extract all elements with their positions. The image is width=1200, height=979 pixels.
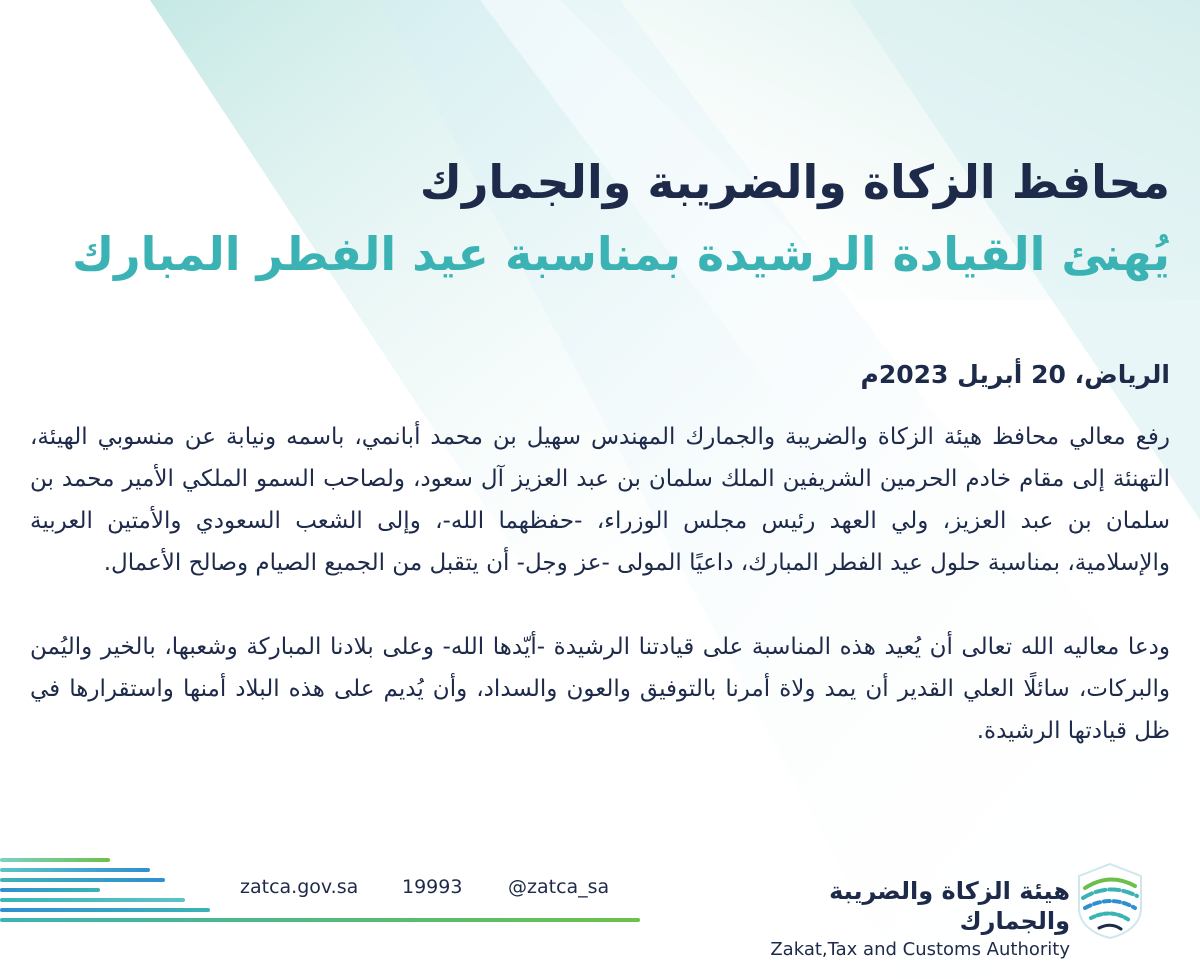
stripe [0,868,150,872]
website-link[interactable]: zatca.gov.sa [240,876,359,898]
stripe [0,908,210,912]
social-handle[interactable]: @zatca_sa [508,876,610,898]
org-name-ar: هيئة الزكاة والضريبة والجمارك [829,877,1070,935]
stripe [0,888,100,892]
org-name-en: Zakat,Tax and Customs Authority [770,939,1070,960]
dateline: الرياض، 20 أبريل 2023م [860,360,1170,389]
page-title: محافظ الزكاة والضريبة والجمارك [419,155,1170,209]
zatca-logo-icon [1075,862,1145,940]
page-subtitle: يُهنئ القيادة الرشيدة بمناسبة عيد الفطر المبارك [71,227,1170,281]
stripe [0,918,640,922]
article-paragraph: رفع معالي محافظ هيئة الزكاة والضريبة والجمارك المهندس سهيل بن محمد أبانمي، باسمه ونيابة عن منسوبي الهيئة، التهنئة إلى مقام خادم الحرمين الشريفين الملك سلمان بن عبد العزيز آل سعود، ولصاحب السمو الملكي الأمير محمد بن سلمان بن عبد العزيز، ولي العهد رئيس مجلس الوزراء، -حفظهما الله-، وإلى الشعب السعودي والأمتين العربية والإسلامية، بمناسبة حلول عيد الفطر المبارك، داعيًا المولى -عز وجل- أن يتقبل من الجميع الصيام وصالح الأعمال. [30,424,1170,576]
stripe [0,858,110,862]
org-brand [770,876,1070,964]
phone-number[interactable]: 19993 [402,876,463,898]
article-body [30,416,1170,752]
stripe [0,878,165,882]
article-paragraph: ودعا معاليه الله تعالى أن يُعيد هذه المناسبة على قيادتنا الرشيدة -أيّدها الله- وعلى بلادنا المباركة وشعبها، بالخير واليُمن والبركات، سائلًا العلي القدير أن يمد ولاة أمرنا بالتوفيق والعون والسداد، وأن يُديم على هذه البلاد أمنها واستقرارها في ظل قيادتها الرشيدة. [30,634,1170,744]
stripe [0,898,185,902]
